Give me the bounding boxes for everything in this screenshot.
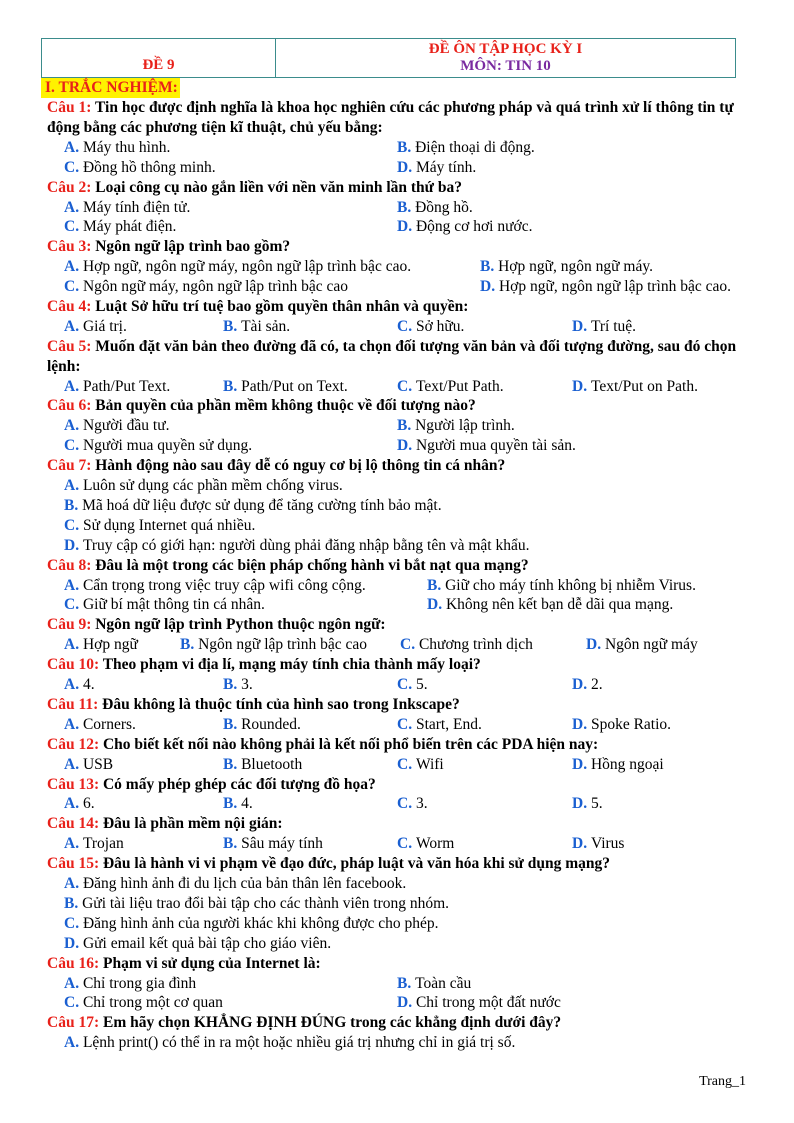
option-letter: C. <box>64 994 83 1012</box>
option-row <box>47 675 747 695</box>
answer-option[interactable] <box>64 416 170 436</box>
answer-option[interactable] <box>397 416 515 436</box>
option-text: Truy cập có giới hạn: người dùng phải đăng nhập bằng tên và mật khẩu. <box>82 536 530 554</box>
option-text: Đồng hồ thông minh. <box>82 158 216 176</box>
option-letter: C. <box>64 516 83 534</box>
option-row <box>47 138 747 158</box>
option-text: 3. <box>241 676 253 694</box>
option-text: 3. <box>415 795 428 813</box>
answer-option[interactable] <box>397 436 576 456</box>
option-text: Chương trình dịch <box>418 636 533 654</box>
question-stem <box>47 854 747 874</box>
option-letter: D. <box>572 676 591 694</box>
option-text: Path/Put on Text. <box>241 377 348 395</box>
answer-option[interactable] <box>64 993 223 1013</box>
answer-option[interactable] <box>397 755 444 775</box>
answer-option[interactable] <box>223 755 302 775</box>
option-row <box>47 576 747 596</box>
option-letter: C. <box>64 596 83 614</box>
question-stem <box>47 556 747 576</box>
option-letter: D. <box>572 317 591 335</box>
answer-option[interactable] <box>572 834 624 854</box>
question-text: Hành động nào sau đây dễ có nguy cơ bị lộ thông tin cá nhân? <box>95 457 506 475</box>
question-stem <box>47 814 747 834</box>
question-text: Đâu là một trong các biện pháp chống hành vi bắt nạt qua mạng? <box>95 556 529 574</box>
option-letter: B. <box>64 496 83 514</box>
option-letter: C. <box>397 676 416 694</box>
option-letter: D. <box>397 158 416 176</box>
question-list <box>47 98 747 1053</box>
option-letter: A. <box>64 576 83 594</box>
option-text: Bluetooth <box>241 755 303 773</box>
option-letter: D. <box>397 218 416 236</box>
answer-option[interactable] <box>223 377 348 397</box>
question-stem <box>47 98 747 138</box>
option-letter: D. <box>64 536 83 554</box>
option-text: Sâu máy tính <box>241 835 323 853</box>
answer-option[interactable] <box>64 138 170 158</box>
option-letter: A. <box>64 974 83 992</box>
option-row <box>47 257 747 277</box>
answer-option[interactable] <box>572 755 664 775</box>
question-text: Ngôn ngữ lập trình Python thuộc ngôn ngữ: <box>95 616 386 634</box>
option-text: Cẩn trọng trong việc truy cập wifi công cộng. <box>82 576 366 594</box>
question-number: Câu 15: <box>47 855 103 873</box>
question-stem <box>47 396 747 416</box>
question-stem <box>47 954 747 974</box>
option-text: Luôn sử dụng các phần mềm chống virus. <box>82 477 343 495</box>
answer-option[interactable] <box>397 158 476 178</box>
answer-option[interactable] <box>47 516 747 536</box>
option-letter: D. <box>572 377 591 395</box>
option-text: Start, End. <box>415 715 482 733</box>
option-text: Người mua quyền tài sản. <box>415 437 576 455</box>
question-number: Câu 8: <box>47 556 96 574</box>
option-text: 6. <box>82 795 95 813</box>
answer-option[interactable] <box>397 377 504 397</box>
answer-option[interactable] <box>427 595 673 615</box>
answer-option[interactable] <box>64 158 216 178</box>
option-text: Hồng ngoại <box>590 755 664 773</box>
option-text: Ngôn ngữ máy, ngôn ngữ lập trình bậc cao <box>82 278 348 296</box>
question-stem <box>47 735 747 755</box>
exam-number: ĐỀ 9 <box>142 57 175 73</box>
option-letter: C. <box>397 795 416 813</box>
option-text: Mã hoá dữ liệu được sử dụng để tăng cường tính bảo mật. <box>82 496 442 514</box>
question-stem <box>47 775 747 795</box>
answer-option[interactable] <box>480 277 731 297</box>
answer-option[interactable] <box>64 675 95 695</box>
option-letter: D. <box>397 994 416 1012</box>
question-number: Câu 17: <box>47 1014 103 1032</box>
option-letter: A. <box>64 198 83 216</box>
option-letter: C. <box>397 755 416 773</box>
question-text: Ngôn ngữ lập trình bao gồm? <box>95 238 291 256</box>
option-letter: B. <box>397 417 416 435</box>
question-number: Câu 2: <box>47 178 96 196</box>
option-text: Đăng hình ảnh của người khác khi không được cho phép. <box>82 914 439 932</box>
option-text: Điện thoại di động. <box>415 138 535 156</box>
option-row <box>47 217 747 237</box>
option-text: Giữ cho máy tính không bị nhiễm Virus. <box>445 576 696 594</box>
question-number: Câu 1: <box>47 99 95 116</box>
question-text: Đâu là phần mềm nội gián: <box>102 815 283 833</box>
option-text: Giữ bí mật thông tin cá nhân. <box>82 596 265 614</box>
option-row <box>47 198 747 218</box>
answer-option[interactable] <box>64 635 138 655</box>
option-letter: D. <box>586 636 605 654</box>
answer-option[interactable] <box>47 874 747 894</box>
option-letter: A. <box>64 477 83 495</box>
option-text: Hợp ngữ, ngôn ngữ máy, ngôn ngữ lập trình bậc cao. <box>82 258 412 276</box>
option-letter: A. <box>64 835 83 853</box>
answer-option[interactable] <box>572 794 603 814</box>
option-text: Chỉ trong gia đình <box>82 974 197 992</box>
option-letter: B. <box>397 974 416 992</box>
option-letter: C. <box>397 317 416 335</box>
answer-option[interactable] <box>47 496 747 516</box>
option-letter: D. <box>572 835 591 853</box>
answer-option[interactable] <box>64 317 127 337</box>
option-text: Sở hữu. <box>415 317 465 335</box>
option-text: Người đầu tư. <box>82 417 170 435</box>
option-text: Gửi tài liệu trao đổi bài tập cho các thành viên trong nhóm. <box>82 894 450 912</box>
answer-option[interactable] <box>64 974 196 994</box>
answer-option[interactable] <box>64 277 348 297</box>
option-text: Trí tuệ. <box>590 317 637 335</box>
option-letter: A. <box>64 138 83 156</box>
question-text: Đâu là hành vi vi phạm về đạo đức, pháp luật và văn hóa khi sử dụng mạng? <box>102 855 610 873</box>
exam-title-cell <box>276 39 735 77</box>
option-letter: A. <box>64 417 83 435</box>
option-letter: A. <box>64 875 83 893</box>
option-letter: A. <box>64 715 83 733</box>
question-number: Câu 9: <box>47 616 96 634</box>
option-letter: D. <box>572 715 591 733</box>
option-letter: C. <box>397 377 416 395</box>
option-text: Toàn cầu <box>415 974 472 992</box>
answer-option[interactable] <box>64 217 176 237</box>
option-letter: D. <box>397 437 416 455</box>
option-text: Text/Put Path. <box>415 377 504 395</box>
option-letter: D. <box>572 755 591 773</box>
option-letter: B. <box>397 198 416 216</box>
answer-option[interactable] <box>397 974 471 994</box>
option-text: 4. <box>82 676 95 694</box>
option-letter: B. <box>223 715 242 733</box>
option-text: Chỉ trong một cơ quan <box>82 994 223 1012</box>
option-letter: B. <box>223 676 242 694</box>
option-text: Tài sản. <box>241 317 291 335</box>
option-letter: C. <box>400 636 419 654</box>
answer-option[interactable] <box>223 834 323 854</box>
option-text: Ngôn ngữ máy <box>604 636 698 654</box>
option-row <box>47 317 747 337</box>
option-row <box>47 595 747 615</box>
answer-option[interactable] <box>64 377 170 397</box>
answer-option[interactable] <box>64 257 411 277</box>
option-row <box>47 277 747 297</box>
option-row <box>47 794 747 814</box>
question-stem <box>47 456 747 476</box>
answer-option[interactable] <box>572 317 636 337</box>
option-text: Hợp ngữ, ngôn ngữ lập trình bậc cao. <box>498 278 731 296</box>
exam-title: ĐỀ ÔN TẬP HỌC KỲ I <box>428 41 583 57</box>
option-row <box>47 974 747 994</box>
question-stem <box>47 297 747 317</box>
answer-option[interactable] <box>400 635 533 655</box>
exam-number-cell <box>42 39 276 77</box>
option-text: Text/Put on Path. <box>590 377 698 395</box>
option-text: Chỉ trong một đất nước <box>415 994 561 1012</box>
question-number: Câu 6: <box>47 397 96 415</box>
option-letter: D. <box>572 795 591 813</box>
option-letter: D. <box>64 934 83 952</box>
question-number: Câu 10: <box>47 656 103 674</box>
option-letter: B. <box>480 258 499 276</box>
answer-option[interactable] <box>223 675 253 695</box>
answer-option[interactable] <box>64 834 124 854</box>
question-text: Đâu không là thuộc tính của hình sao trong Inkscape? <box>102 695 460 713</box>
question-text: Loại công cụ nào gắn liền với nền văn minh lần thứ ba? <box>95 178 462 196</box>
option-text: USB <box>82 755 114 773</box>
option-text: Worm <box>415 835 455 853</box>
option-letter: B. <box>64 894 83 912</box>
option-text: Spoke Ratio. <box>590 715 672 733</box>
answer-option[interactable] <box>180 635 367 655</box>
option-text: 2. <box>590 676 603 694</box>
answer-option[interactable] <box>47 914 747 934</box>
page-number: Trang_1 <box>699 1074 746 1089</box>
answer-option[interactable] <box>397 675 428 695</box>
option-row <box>47 436 747 456</box>
answer-option[interactable] <box>480 257 653 277</box>
option-letter: C. <box>64 437 83 455</box>
option-letter: C. <box>64 914 83 932</box>
answer-option[interactable] <box>397 834 454 854</box>
question-number: Câu 12: <box>47 735 103 753</box>
question-number: Câu 4: <box>47 297 96 315</box>
option-text: Corners. <box>82 715 136 733</box>
answer-option[interactable] <box>223 794 253 814</box>
question-number: Câu 11: <box>47 695 103 713</box>
answer-option[interactable] <box>427 576 696 596</box>
option-text: Người lập trình. <box>415 417 515 435</box>
exam-subject: MÔN: TIN 10 <box>460 58 551 74</box>
option-text: Rounded. <box>241 715 301 733</box>
question-text: Theo phạm vi địa lí, mạng máy tính chia thành mấy loại? <box>102 656 481 674</box>
answer-option[interactable] <box>397 138 535 158</box>
question-text: Bản quyền của phần mềm không thuộc về đối tượng nào? <box>95 397 476 415</box>
question-number: Câu 13: <box>47 775 103 793</box>
option-row <box>47 377 747 397</box>
option-text: Wifi <box>415 755 444 773</box>
option-letter: A. <box>64 636 83 654</box>
answer-option[interactable] <box>397 715 482 735</box>
answer-option[interactable] <box>64 198 190 218</box>
option-text: 5. <box>415 676 428 694</box>
option-letter: A. <box>64 258 83 276</box>
option-text: Không nên kết bạn dễ dãi qua mạng. <box>445 596 674 614</box>
option-text: Path/Put Text. <box>82 377 171 395</box>
question-stem <box>47 655 747 675</box>
answer-option[interactable] <box>397 317 464 337</box>
option-text: Gửi email kết quả bài tập cho giáo viên. <box>82 934 332 952</box>
option-text: Trojan <box>82 835 124 853</box>
option-row <box>47 635 747 655</box>
option-text: Máy phát điện. <box>82 218 177 236</box>
answer-option[interactable] <box>397 794 428 814</box>
question-text: Muốn đặt văn bản theo đường đã có, ta chọn đối tượng văn bản và đối tượng đường, sau đó chọn lệnh: <box>47 337 737 375</box>
answer-option[interactable] <box>64 576 366 596</box>
question-number: Câu 14: <box>47 815 103 833</box>
answer-option[interactable] <box>64 715 136 735</box>
option-letter: B. <box>180 636 199 654</box>
answer-option[interactable] <box>64 436 252 456</box>
option-text: Virus <box>590 835 625 853</box>
question-number: Câu 3: <box>47 238 96 256</box>
question-number: Câu 7: <box>47 457 96 475</box>
question-number: Câu 5: <box>47 337 96 355</box>
option-letter: B. <box>223 377 242 395</box>
question-stem <box>47 695 747 715</box>
question-stem <box>47 1013 747 1033</box>
option-row <box>47 834 747 854</box>
option-text: 5. <box>590 795 603 813</box>
option-row <box>47 755 747 775</box>
option-text: Ngôn ngữ lập trình bậc cao <box>198 636 368 654</box>
answer-option[interactable] <box>47 934 747 954</box>
answer-option[interactable] <box>397 217 532 237</box>
option-letter: C. <box>397 715 416 733</box>
option-text: Đồng hồ. <box>415 198 473 216</box>
option-text: 4. <box>241 795 253 813</box>
option-letter: B. <box>427 576 446 594</box>
option-text: Động cơ hơi nước. <box>415 218 533 236</box>
option-letter: D. <box>427 596 446 614</box>
option-letter: A. <box>64 676 83 694</box>
option-letter: C. <box>64 278 83 296</box>
question-text: Có mấy phép ghép các đối tượng đồ họa? <box>102 775 376 793</box>
answer-option[interactable] <box>397 993 561 1013</box>
answer-option[interactable] <box>64 755 113 775</box>
question-text: Cho biết kết nối nào không phải là kết nối phổ biến trên các PDA hiện nay: <box>102 735 599 753</box>
option-letter: A. <box>64 1034 83 1052</box>
answer-option[interactable] <box>397 198 473 218</box>
question-stem <box>47 178 747 198</box>
section-heading: I. TRẮC NGHIỆM: <box>41 78 180 98</box>
option-text: Giá trị. <box>82 317 127 335</box>
answer-option[interactable] <box>572 715 671 735</box>
option-letter: D. <box>480 278 499 296</box>
option-text: Đăng hình ảnh đi du lịch của bản thân lên facebook. <box>82 875 407 893</box>
answer-option[interactable] <box>223 715 301 735</box>
option-text: Lệnh print() có thể in ra một hoặc nhiều giá trị nhưng chỉ in giá trị số. <box>82 1034 516 1052</box>
answer-option[interactable] <box>64 595 265 615</box>
option-letter: B. <box>223 795 242 813</box>
answer-option[interactable] <box>572 377 698 397</box>
option-letter: B. <box>223 835 242 853</box>
option-letter: B. <box>397 138 416 156</box>
question-text: Em hãy chọn KHẲNG ĐỊNH ĐÚNG trong các khẳng định dưới đây? <box>102 1014 562 1032</box>
answer-option[interactable] <box>64 794 95 814</box>
question-text: Phạm vi sử dụng của Internet là: <box>102 954 321 972</box>
question-stem <box>47 615 747 635</box>
question-stem <box>47 337 747 377</box>
option-row <box>47 993 747 1013</box>
option-text: Sử dụng Internet quá nhiều. <box>82 516 256 534</box>
option-text: Hợp ngữ <box>82 636 138 654</box>
option-letter: A. <box>64 377 83 395</box>
option-text: Người mua quyền sử dụng. <box>82 437 253 455</box>
question-text: Tin học được định nghĩa là khoa học nghiên cứu các phương pháp và quá trình xử lí thông tin tự động bằng các phương tiện kĩ thuật, chủ yếu bằng: <box>47 99 734 136</box>
question-stem <box>47 237 747 257</box>
answer-option[interactable] <box>223 317 290 337</box>
option-letter: B. <box>223 317 242 335</box>
answer-option[interactable] <box>47 476 747 496</box>
question-text: Luật Sở hữu trí tuệ bao gồm quyền thân nhân và quyền: <box>95 297 469 315</box>
option-text: Máy tính điện tử. <box>82 198 191 216</box>
answer-option[interactable] <box>47 894 747 914</box>
header-table <box>41 38 736 78</box>
option-text: Máy tính. <box>415 158 477 176</box>
option-text: Hợp ngữ, ngôn ngữ máy. <box>498 258 653 276</box>
option-letter: A. <box>64 755 83 773</box>
answer-option[interactable] <box>47 536 747 556</box>
option-letter: A. <box>64 795 83 813</box>
option-letter: C. <box>64 218 83 236</box>
option-row <box>47 715 747 735</box>
answer-option[interactable] <box>572 675 603 695</box>
option-text: Máy thu hình. <box>82 138 171 156</box>
answer-option[interactable] <box>47 1033 747 1053</box>
answer-option[interactable] <box>586 635 698 655</box>
option-letter: C. <box>397 835 416 853</box>
option-row <box>47 158 747 178</box>
option-letter: A. <box>64 317 83 335</box>
option-letter: B. <box>223 755 242 773</box>
question-number: Câu 16: <box>47 954 103 972</box>
option-letter: C. <box>64 158 83 176</box>
option-row <box>47 416 747 436</box>
